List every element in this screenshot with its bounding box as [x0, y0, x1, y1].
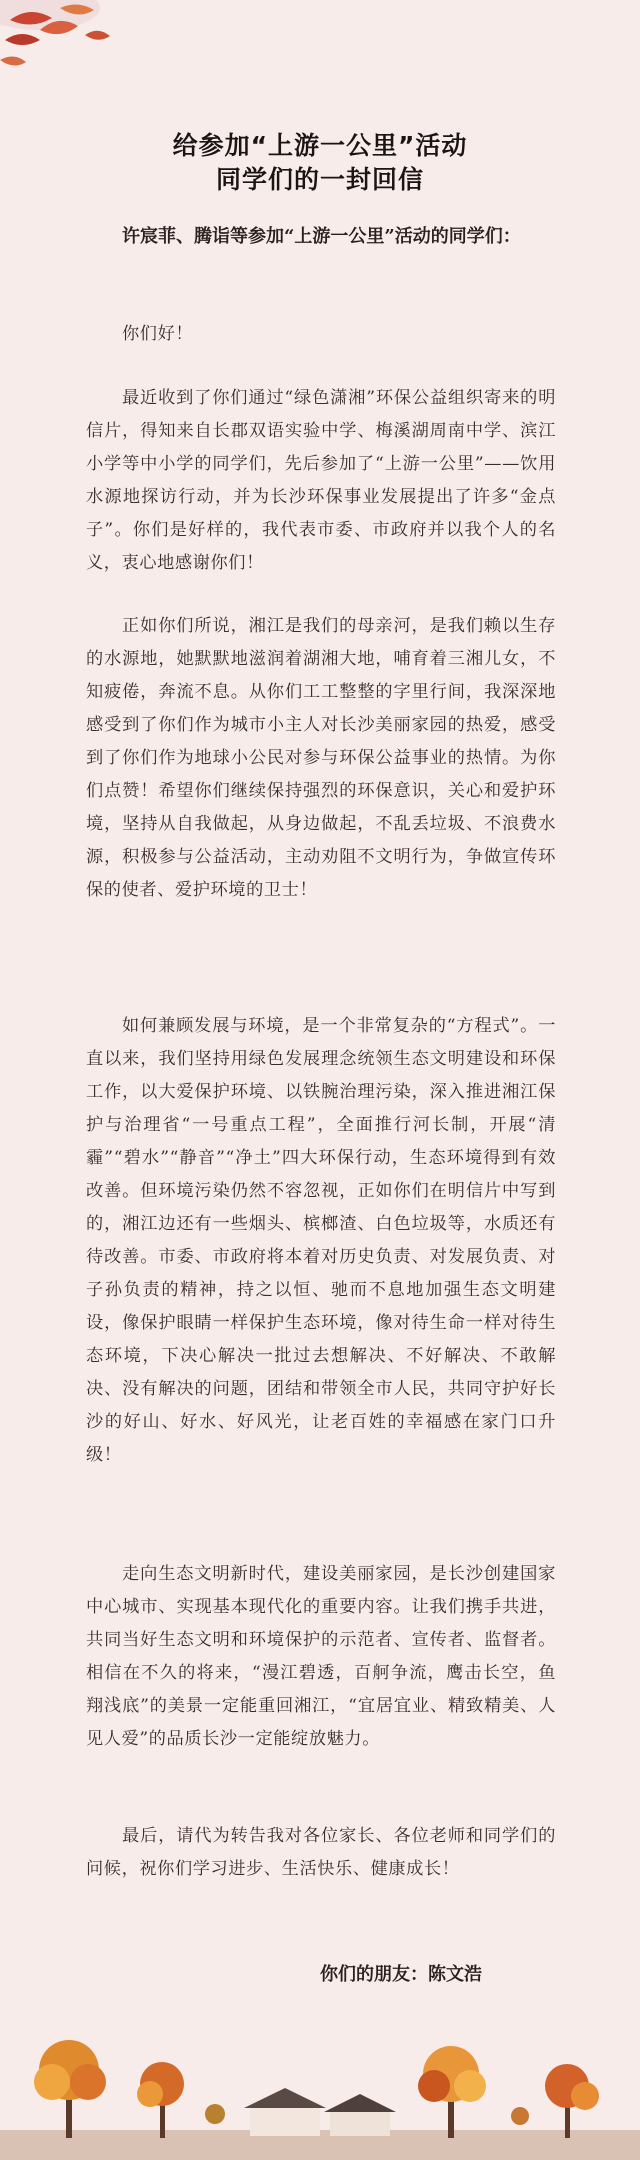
leaf-decoration: [0, 0, 200, 90]
paragraph-xiangjiang: 正如你们所说，湘江是我们的母亲河，是我们赖以生存的水源地，她默默地滋润着湖湘大地，哺育着三湘儿女，不知疲倦，奔流不息。从你们工工整整的字里行间，我深深地感受到了你们作为城市小主人对长沙美丽家园的热爱，感受到了你们作为地球小公民对参与环保公益事业的热情。为你们点赞！希望你们继续保持强烈的环保意识，关心和爱护环境，坚持从自我做起，从身边做起，不乱丢垃圾、不浪费水源，积极参与公益活动，主动劝阻不文明行为，争做宣传环保的使者、爱护环境的卫士！: [86, 616, 556, 900]
paragraph-closing: 最后，请代为转告我对各位家长、各位老师和同学们的问候，祝你们学习进步、生活快乐、健康成长！: [86, 1826, 556, 1879]
autumn-scenery-illustration: [0, 2010, 640, 2160]
paragraph-ecology: 走向生态文明新时代，建设美丽家园，是长沙创建国家中心城市、实现基本现代化的重要内容。让我们携手共进，共同当好生态文明和环境保护的示范者、宣传者、监督者。相信在不久的将来，“漫江碧透，百舸争流，鹰击长空，鱼翔浅底”的美景一定能重回湘江，“宜居宜业、精致精美、人见人爱”的品质长沙一定能绽放魅力。: [86, 1564, 556, 1749]
paragraph-hello: 你们好！: [122, 324, 194, 344]
letter-title-line1: 给参加“上游一公里”活动: [172, 131, 468, 160]
paragraph-thanks: 最近收到了你们通过“绿色潇湘”环保公益组织寄来的明信片，得知来自长郡双语实验中学、梅溪湖周南中学、滨江小学等中小学的同学们，先后参加了“上游一公里”——饮用水源地探访行动，并为长沙环保事业发展提出了许多“金点子”。你们是好样的，我代表市委、市政府并以我个人的名义，衷心地感谢你们！: [86, 388, 556, 573]
letter-signature: 你们的朋友：陈文浩: [320, 1964, 482, 1985]
paragraph-development: 如何兼顾发展与环境，是一个非常复杂的“方程式”。一直以来，我们坚持用绿色发展理念统领生态文明建设和环保工作，以大爱保护环境、以铁腕治理污染，深入推进湘江保护与治理省“一号重点工程”，全面推行河长制，开展“清霾”“碧水”“静音”“净土”四大环保行动，生态环境得到有效改善。但环境污染仍然不容忽视，正如你们在明信片中写到的，湘江边还有一些烟头、槟榔渣、白色垃圾等，水质还有待改善。市委、市政府将本着对历史负责、对发展负责、对子孙负责的精神，持之以恒、驰而不息地加强生态文明建设，像保护眼睛一样保护生态环境，像对待生命一样对待生态环境，下决心解决一批过去想解决、不好解决、不敢解决、没有解决的问题，团结和带领全市人民，共同守护好长沙的好山、好水、好风光，让老百姓的幸福感在家门口升级！: [86, 1016, 556, 1465]
letter-title-line2: 同学们的一封回信: [215, 165, 424, 194]
letter-greeting: 许宸菲、腾诣等参加“上游一公里”活动的同学们：: [122, 226, 521, 247]
